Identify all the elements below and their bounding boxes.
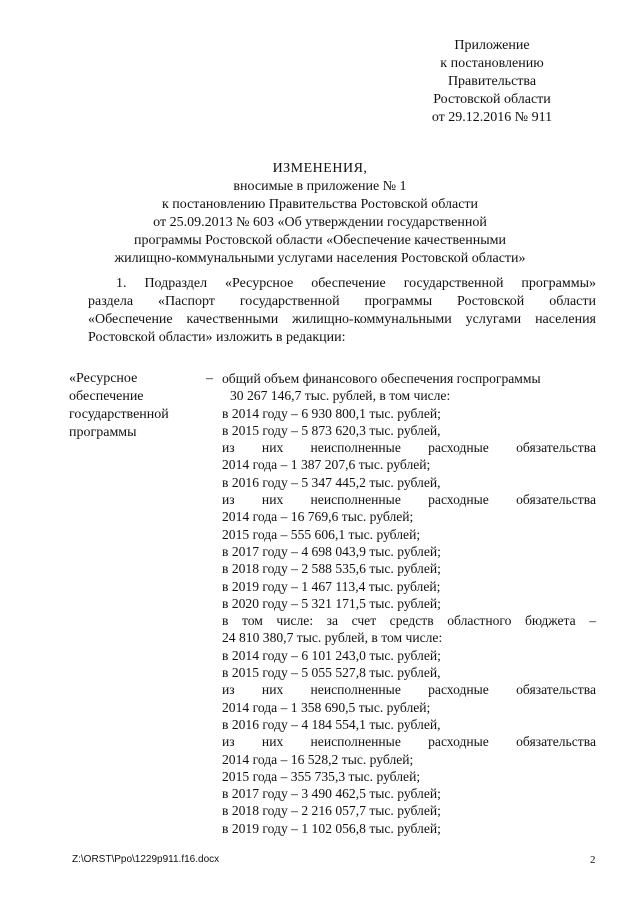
content-line: в 2015 году – 5 055 527,8 тыс. рублей, (222, 665, 441, 681)
content-line: 24 810 380,7 тыс. рублей, в том числе: (222, 630, 443, 646)
content-line: 2014 года – 1 387 207,6 тыс. рублей; (222, 457, 431, 473)
content-line: в 2020 году – 5 321 171,5 тыс. рублей; (222, 595, 441, 611)
content-line: в 2017 году – 3 490 462,5 тыс. рублей; (222, 786, 441, 802)
resource-label-line: «Ресурсное (69, 371, 138, 386)
heading-line: от 25.09.2013 № 603 «Об утверждении государственной (153, 215, 487, 230)
resource-label-line: программы (69, 425, 137, 440)
content-line: в 2019 году – 1 467 113,4 тыс. рублей; (222, 578, 441, 594)
intro-line: раздела «Паспорт государственной программы Ростовской области (88, 294, 596, 309)
appendix-line: от 29.12.2016 № 911 (431, 110, 553, 125)
heading-line: программы Ростовской области «Обеспечение качественными (134, 233, 506, 248)
content-line: в 2015 году – 5 873 620,3 тыс. рублей, (222, 422, 441, 438)
content-line: из них неисполненные расходные обязательства (222, 734, 596, 750)
appendix-reference (392, 37, 592, 127)
intro-paragraph (88, 275, 596, 347)
content-line: 2014 года – 16 528,2 тыс. рублей; (222, 751, 414, 767)
heading-line: вносимые в приложение № 1 (233, 179, 407, 194)
footer-file-path: Z:\ORST\Ppo\1229p911.f16.docx (72, 854, 220, 865)
appendix-line: к постановлению (440, 56, 544, 71)
content-line: 2015 года – 355 735,3 тыс. рублей; (222, 768, 421, 784)
resource-content (222, 370, 596, 837)
content-line: общий объем финансового обеспечения госпрограммы (222, 371, 541, 386)
content-line: в 2019 году – 1 102 056,8 тыс. рублей; (222, 820, 441, 836)
heading-line: к постановлению Правительства Ростовской области (161, 197, 479, 212)
content-line: 2015 года – 555 606,1 тыс. рублей; (222, 526, 421, 542)
content-line: в том числе: за счет средств областного бюджета – (222, 613, 596, 629)
content-line: в 2018 году – 2 588 535,6 тыс. рублей; (222, 561, 441, 577)
heading-line: жилищно-коммунальными услугами населения Ростовской области» (114, 251, 526, 266)
appendix-line: Приложение (454, 38, 530, 53)
page-number: 2 (590, 854, 596, 866)
content-line: в 2016 году – 5 347 445,2 тыс. рублей, (222, 474, 441, 490)
content-line: из них неисполненные расходные обязательства (222, 440, 596, 456)
resource-label-line: обеспечение (69, 389, 144, 404)
content-line: из них неисполненные расходные обязательства (222, 492, 596, 508)
content-line: 2014 года – 1 358 690,5 тыс. рублей; (222, 699, 431, 715)
document-heading (40, 160, 600, 268)
content-line: из них неисполненные расходные обязательства (222, 682, 596, 698)
resource-label-line: государственной (69, 407, 169, 422)
intro-line: 1. Подраздел «Ресурсное обеспечение государственной программы» (116, 276, 596, 291)
appendix-line: Ростовской области (433, 92, 551, 107)
intro-line: «Обеспечение качественными жилищно-коммунальными услугами населения (88, 312, 596, 327)
intro-line: Ростовской области» изложить в редакции: (88, 330, 346, 345)
resource-label (69, 370, 189, 442)
document-title: ИЗМЕНЕНИЯ, (272, 161, 368, 176)
content-line: в 2016 году – 4 184 554,1 тыс. рублей, (222, 716, 441, 732)
content-line: в 2014 году – 6 930 800,1 тыс. рублей; (222, 405, 441, 421)
label-dash: – (206, 371, 213, 386)
content-line: в 2017 году – 4 698 043,9 тыс. рублей; (222, 543, 441, 559)
appendix-line: Правительства (447, 74, 537, 89)
content-line: в 2018 году – 2 216 057,7 тыс. рублей; (222, 803, 441, 819)
content-line: 30 267 146,7 тыс. рублей, в том числе: (230, 388, 451, 404)
content-line: 2014 года – 16 769,6 тыс. рублей; (222, 509, 414, 525)
content-line: в 2014 году – 6 101 243,0 тыс. рублей; (222, 647, 441, 663)
